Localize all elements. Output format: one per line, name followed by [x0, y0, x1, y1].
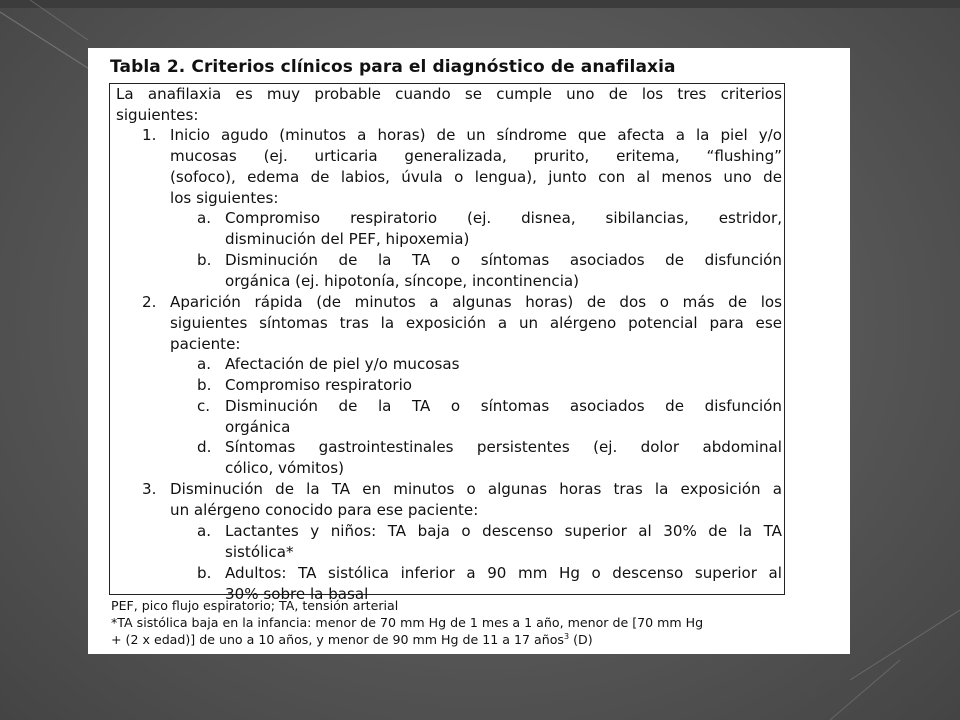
footnote-note: *TA sistólica baja en la infancia: menor de 70 mm Hg de 1 mes a 1 año, menor de [70 mm Hg — [111, 615, 704, 630]
criterion-text: siguientes síntomas tras la exposición a un alérgeno potencial para ese — [170, 314, 782, 332]
criterion-text: Aparición rápida (de minutos a algunas horas) de dos o más de los — [170, 293, 782, 311]
criterion-number: 2. — [142, 293, 157, 311]
criteria-box — [109, 83, 785, 603]
sub-text: Síntomas gastrointestinales persistentes (ej. dolor abdominal — [225, 438, 782, 456]
sub-text: Compromiso respiratorio (ej. disnea, sibilancias, estridor, — [225, 209, 782, 227]
sub-letter: c. — [197, 397, 211, 415]
sub-letter: b. — [197, 564, 212, 582]
slide-content-card — [88, 48, 850, 654]
sub-text: cólico, vómitos) — [225, 459, 345, 477]
reference-superscript: 3 — [563, 632, 570, 641]
criterion-number: 3. — [142, 480, 157, 498]
footnote-abbreviations: PEF, pico flujo espiratorio; TA, tensión arterial — [111, 598, 399, 613]
sub-letter: b. — [197, 376, 212, 394]
table-title: Tabla 2. Criterios clínicos para el diagnóstico de anafilaxia — [110, 57, 676, 77]
sub-text: sistólica* — [225, 543, 294, 561]
criterion-text: mucosas (ej. urticaria generalizada, prurito, eritema, “flushing” — [170, 147, 782, 165]
sub-letter: a. — [197, 522, 212, 540]
footnote-text: + (2 x edad)] de uno a 10 años, y menor de 90 mm Hg de 11 a 17 años — [111, 632, 564, 647]
sub-text: Lactantes y niños: TA baja o descenso superior al 30% de la TA — [225, 522, 782, 540]
sub-text: Afectación de piel y/o mucosas — [225, 355, 460, 373]
criterion-text: (sofoco), edema de labios, úvula o lengua), junto con al menos uno de — [170, 168, 782, 186]
sub-letter: a. — [197, 355, 212, 373]
criterion-text: Disminución de la TA en minutos o algunas horas tras la exposición a — [170, 480, 782, 498]
sub-letter: b. — [197, 251, 212, 269]
sub-text: orgánica (ej. hipotonía, síncope, incontinencia) — [225, 272, 580, 290]
sub-text: orgánica — [225, 418, 291, 436]
criterion-text: paciente: — [170, 335, 241, 353]
sub-text: Adultos: TA sistólica inferior a 90 mm Hg o descenso superior al — [225, 564, 782, 582]
criterion-number: 1. — [142, 126, 157, 144]
footnote-text: (D) — [569, 632, 593, 647]
sub-text: 30% sobre la basal — [225, 585, 369, 603]
sub-text: Compromiso respiratorio — [225, 376, 412, 394]
sub-letter: d. — [197, 438, 212, 456]
intro-line: siguientes: — [116, 106, 199, 124]
intro-line: La anafilaxia es muy probable cuando se cumple uno de los tres criterios — [116, 85, 782, 103]
criterion-text: Inicio agudo (minutos a horas) de un síndrome que afecta a la piel y/o — [170, 126, 782, 144]
criterion-text: un alérgeno conocido para ese paciente: — [170, 501, 479, 519]
sub-letter: a. — [197, 209, 212, 227]
criterion-text: los siguientes: — [170, 189, 279, 207]
footnote-note — [111, 631, 593, 648]
sub-text: Disminución de la TA o síntomas asociados de disfunción — [225, 251, 782, 269]
sub-text: Disminución de la TA o síntomas asociados de disfunción — [225, 397, 782, 415]
sub-text: disminución del PEF, hipoxemia) — [225, 230, 470, 248]
